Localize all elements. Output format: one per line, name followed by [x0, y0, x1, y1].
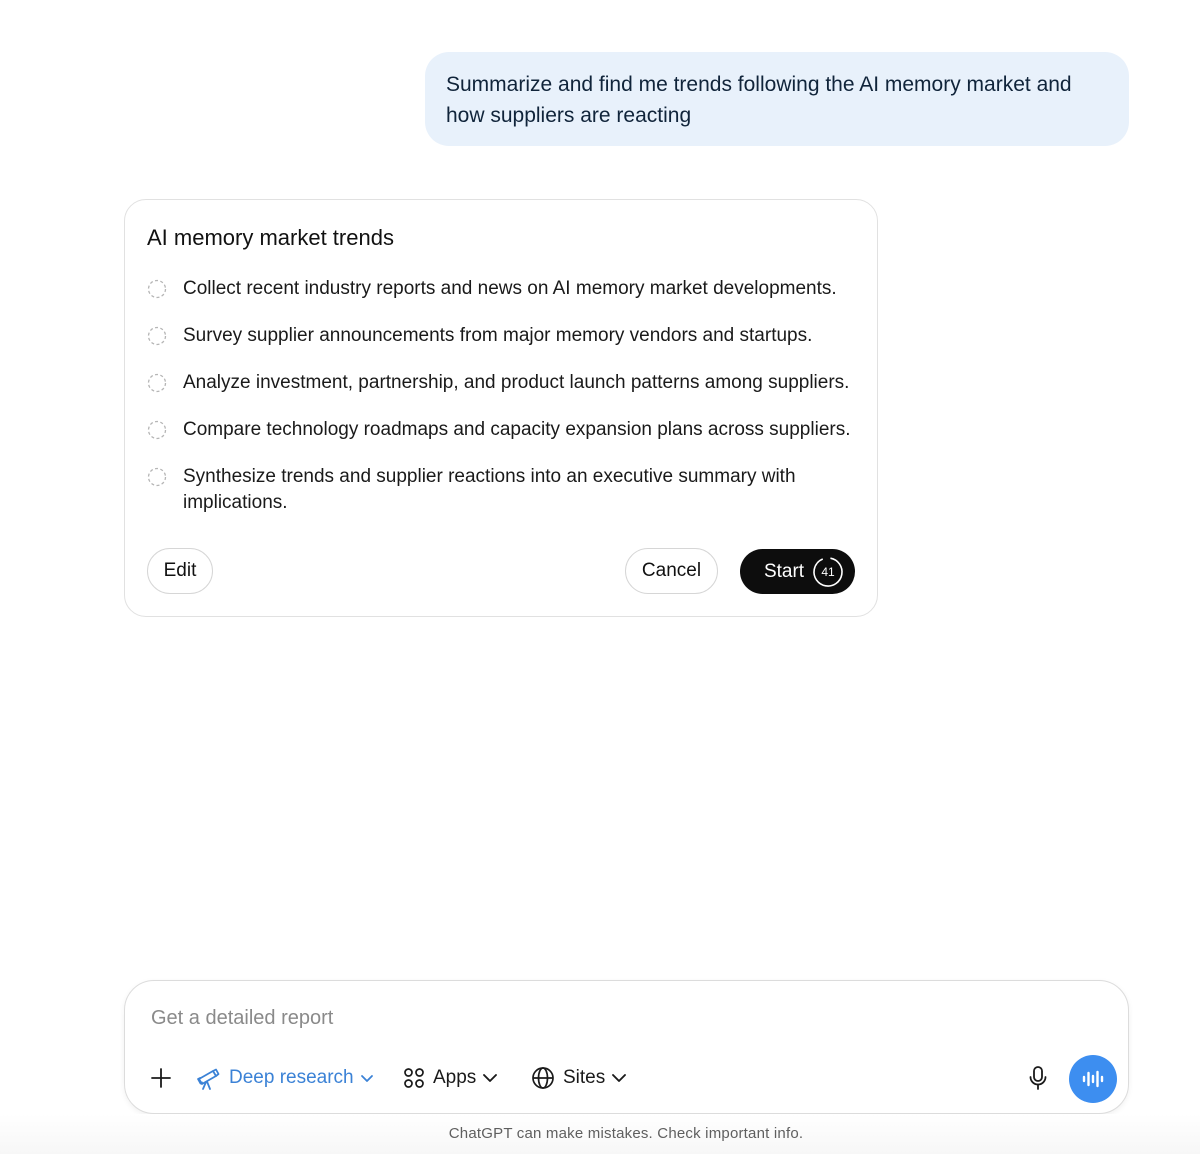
sites-label: Sites [563, 1067, 606, 1088]
dictate-button[interactable] [1025, 1057, 1051, 1099]
start-button[interactable] [740, 549, 855, 594]
chevron-down-icon [611, 1070, 627, 1086]
chevron-down-icon [360, 1071, 374, 1085]
chevron-down-icon [482, 1070, 498, 1086]
plan-step-text: Analyze investment, partnership, and product launch patterns among suppliers. [183, 372, 850, 393]
cancel-button[interactable]: Cancel [625, 548, 718, 594]
plan-step [147, 276, 857, 302]
user-message-bubble [425, 52, 1129, 146]
plan-step-text: Survey supplier announcements from major memory vendors and startups. [183, 325, 813, 346]
edit-button[interactable]: Edit [147, 548, 213, 594]
plan-step [147, 370, 857, 396]
deep-research-label: Deep research [229, 1067, 354, 1088]
voice-waveform-icon [1082, 1069, 1104, 1089]
microphone-icon [1028, 1065, 1048, 1091]
dashed-circle-icon [147, 279, 167, 299]
message-composer [124, 980, 1129, 1114]
plan-step [147, 323, 857, 349]
voice-mode-button[interactable] [1069, 1055, 1117, 1103]
add-attachment-button[interactable] [147, 1057, 175, 1099]
plan-step [147, 464, 857, 516]
sites-selector[interactable] [531, 1057, 627, 1099]
countdown-value: 41 [821, 564, 835, 579]
deep-research-selector[interactable] [195, 1057, 374, 1099]
user-message-text: Summarize and find me trends following the AI memory market and how suppliers are reacting [446, 73, 1072, 127]
dashed-circle-icon [147, 467, 167, 487]
plan-step-text: Compare technology roadmaps and capacity expansion plans across suppliers. [183, 419, 851, 440]
research-plan-card [124, 199, 878, 617]
disclaimer-text: ChatGPT can make mistakes. Check important info. [448, 1125, 804, 1142]
countdown-timer [812, 556, 844, 588]
plan-title: AI memory market trends [147, 225, 394, 250]
plan-steps-list [147, 276, 857, 537]
dashed-circle-icon [147, 373, 167, 393]
dashed-circle-icon [147, 420, 167, 440]
globe-icon [531, 1066, 555, 1090]
plan-step-text: Synthesize trends and supplier reactions into an executive summary with implications. [183, 466, 796, 513]
plan-step [147, 417, 857, 443]
apps-label: Apps [433, 1067, 477, 1088]
apps-grid-icon [403, 1067, 425, 1089]
prompt-input[interactable] [151, 1003, 951, 1033]
telescope-icon [195, 1065, 221, 1091]
apps-selector[interactable] [403, 1057, 498, 1099]
plus-icon [150, 1067, 172, 1089]
composer-toolbar [125, 1057, 1128, 1099]
plan-step-text: Collect recent industry reports and news on AI memory market developments. [183, 278, 837, 299]
start-button-label: Start [763, 560, 805, 582]
dashed-circle-icon [147, 326, 167, 346]
